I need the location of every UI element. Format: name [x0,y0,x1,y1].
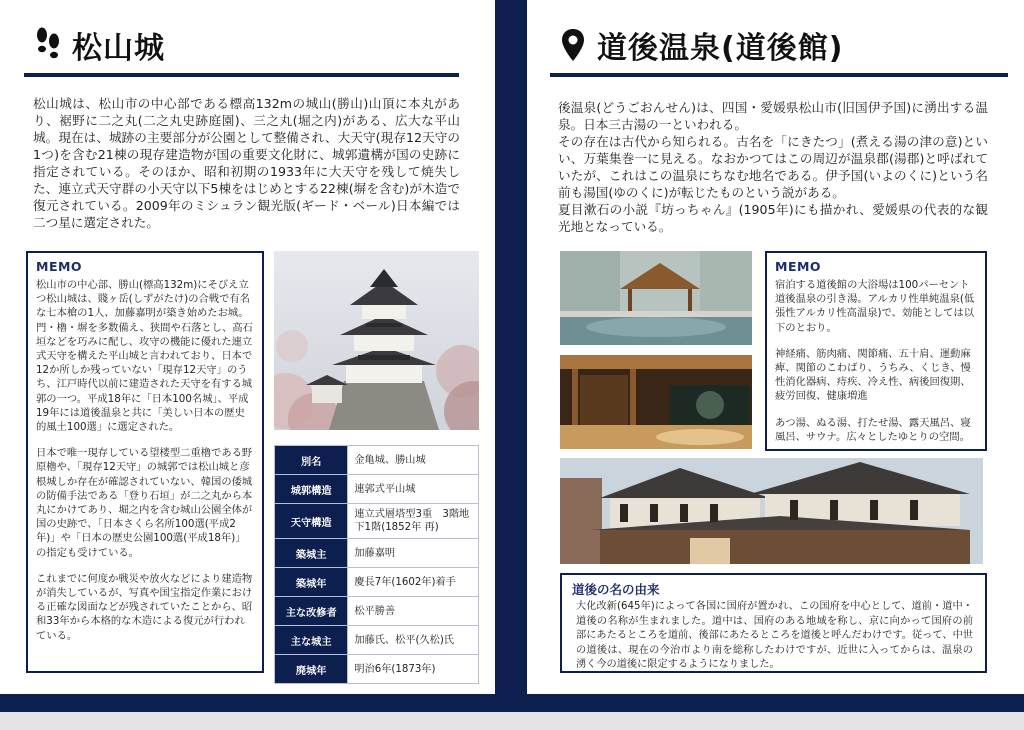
table-row [275,446,479,475]
spec-value: 連立式層塔型3重 3階地下1階(1852年 再) [348,504,479,539]
table-row [275,655,479,684]
spec-value: 慶長7年(1602年)着手 [348,568,479,597]
dogo-honkan-photo [560,458,983,564]
title-rule [550,73,1008,77]
footprints-icon [30,25,66,65]
onsen-title: 道後温泉(道後館) [597,31,844,66]
spec-key: 築城年 [275,568,348,597]
dogo-name-origin-box [560,573,987,673]
origin-text: 大化改新(645年)によって各国に国府が置かれ、この国府を中心として、道前・道中・道後の名称が生まれました。道中は、国府のある地域を称し、京に向かって国府の前部にあたるところを道前、後部にあたるところを道後と呼んだわけです。従って、中世の道後は、現在の今治市より南を総称したわけですが、近世に入ってからは、温泉の湧く今の道後に限定するようになりました。 [576,601,973,670]
spec-key: 主な改修者 [275,597,348,626]
indoor-bath-photo [560,355,752,449]
table-row [275,568,479,597]
memo-paragraph: 松山市の中心部、勝山(標高132m)にそびえ立つ松山城は、賤ヶ岳(しずがたけ)の合戦で有名な七本槍の1人、加藤嘉明が築き始めたお城。門・櫓・塀を多数備え、狭間や石落とし、高石垣などを巧みに配し、攻守の機能に優れた連立式天守を構えた平山城と言われており、日本で12か所しか残っていない「現存12天守」のうち、江戸時代以前に建造された天守を有する城郭の一つ。平成18年に「日本100名城」、平成19年には道後温泉と共に「美しい日本の歴史的風土100選」に選定された。 [36,279,253,434]
table-row [275,475,479,504]
castle-intro: 松山城は、松山市の中心部である標高132mの城山(勝山)山頂に本丸があり、裾野に二之丸(二之丸史跡庭園)、三之丸(堀之内)がある、広大な平山城。現在は、城跡の主要部分が公園として整備され、大天守(現存12天守の1つ)を含む21棟の現存建造物が国の重要文化財に、城郭遺構が国の史跡に指定されている。そのほか、昭和初期の1933年に大天守を残して焼失した、連立式天守群の小天守以下5棟をはじめとする22棟(塀を含む)が木造で復元されている。2009年のミシュラン観光版(ギード・ベール)日本編では二つ星に選定された。 [33,96,460,230]
origin-heading: 道後の名の由来 [572,582,660,597]
right-page [527,0,1024,694]
bottom-bar [0,712,1024,730]
table-row [275,626,479,655]
onsen-memo [765,251,987,451]
spec-key: 天守構造 [275,504,348,539]
spec-key: 廃城年 [275,655,348,684]
left-page [0,0,495,694]
spec-value: 金亀城、勝山城 [348,446,479,475]
spec-value: 加藤嘉明 [348,539,479,568]
castle-title-row [30,20,165,70]
outdoor-bath-photo [560,251,752,345]
castle-spec-table [274,445,479,684]
onsen-title-row [555,20,843,70]
castle-title: 松山城 [72,31,165,66]
spec-value: 明治6年(1873年) [348,655,479,684]
memo-paragraph: これまでに何度か戦災や放火などにより建造物が消失しているが、写真や国宝指定作業における正確な図面などが残されていたことから、昭和33年から本格的な木造による復元が行われている。 [36,572,253,642]
spec-key: 主な城主 [275,626,348,655]
memo-paragraph: 神経痛、筋肉痛、関節痛、五十肩、運動麻痺、関節のこわばり、うちみ、くじき、慢性消化器病、痔疾、冷え性、病後回復期、疲労回復、健康増進 [775,347,971,403]
spec-value: 連郭式平山城 [348,475,479,504]
spec-key: 別名 [275,446,348,475]
memo-body [775,278,977,444]
memo-paragraph: あつ湯、ぬる湯、打たせ湯、露天風呂、寝風呂、サウナ。広々としたゆとりの空間。 [775,416,971,443]
title-rule [24,73,459,77]
onsen-intro: 後温泉(どうごおんせん)は、四国・愛媛県松山市(旧国伊予国)に湧出する温泉。日本三古湯の一といわれる。 その存在は古代から知られる。古名を「にきたつ」(煮える湯の津の意)といい、万葉集巻一に見える。なおかつてはこの周辺が温泉郡(湯郡)と呼ばれていたが、これはこの温泉にちなむ地名である。伊予国(いよのくに)という名前も湯国(ゆのくに)が転じたものという説がある。 夏目漱石の小説『坊っちゃん』(1905年)にも描かれ、愛媛県の代表的な観光地となっている。 [558,100,988,234]
memo-body [36,278,254,643]
memo-paragraph: 宿泊する道後館の大浴場は100パーセント道後温泉の引き湯。アルカリ性単純温泉(低張性アルカリ性高温泉)で、効能としては以下のとおり。 [775,279,975,334]
spec-value: 加藤氏、松平(久松)氏 [348,626,479,655]
spec-key: 城郭構造 [275,475,348,504]
spec-value: 松平勝善 [348,597,479,626]
memo-heading: MEMO [775,259,822,274]
castle-memo [26,251,264,673]
table-row [275,504,479,539]
memo-heading: MEMO [36,259,83,274]
table-row [275,597,479,626]
matsuyama-castle-photo [274,251,479,430]
table-row [275,539,479,568]
map-pin-icon [555,25,591,65]
spec-key: 築城主 [275,539,348,568]
memo-paragraph: 日本で唯一現存している望楼型二重櫓である野原櫓や、「現存12天守」の城郭では松山城と彦根城しか存在が確認されていない、韓国の倭城の防備手法である「登り石垣」が二之丸から本丸にかけてあり、堀之内を含む城山公園全体が国の史跡で、「日本さくら名所100選(平成2年)」や「日本の歴史公園100選(平成18年)」の指定も受けている。 [36,447,253,559]
